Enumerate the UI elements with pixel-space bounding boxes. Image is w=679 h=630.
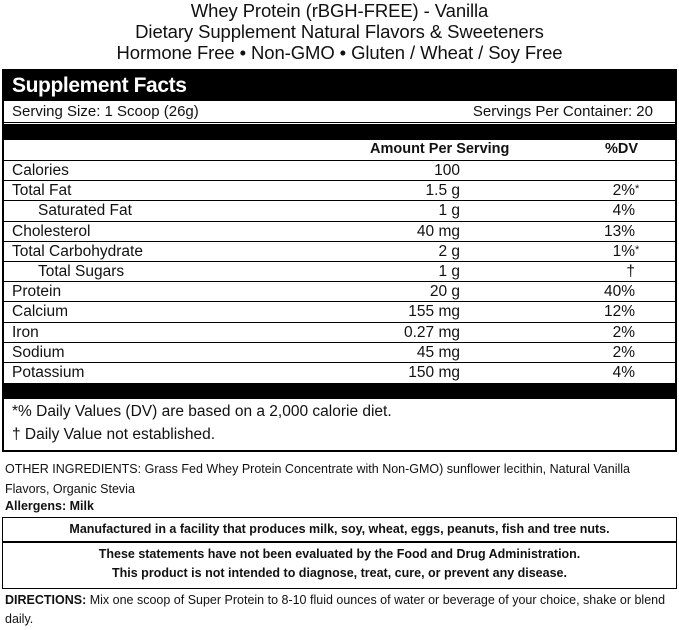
nutrient-amount: 2 g [438,242,460,260]
directions-label: DIRECTIONS: [5,593,87,607]
ingredients-label: OTHER INGREDIENTS: [5,462,142,476]
nutrient-amount: 1 g [438,202,460,220]
dv-footnote-mark: * [635,183,640,196]
nutrient-name: Saturated Fat [38,202,132,220]
fda-disclaimer-line1: These statements have not been evaluated by the Food and Drug Administration. [98,547,581,561]
nutrient-name: Protein [12,283,62,301]
product-name: Whey Protein (rBGH-FREE) - Vanilla [190,0,489,21]
ingredients-text: Grass Fed Whey Protein Concentrate with Non-GMO) sunflower lecithin, Natural Vanilla Flavors, Organic Stevia [5,462,630,496]
serving-info-row [4,101,675,123]
nutrient-dv-value: 13% [603,222,635,240]
other-ingredients [5,460,675,499]
allergens: Allergens: Milk [5,499,94,513]
nutrient-amount: 40 mg [416,222,460,240]
nutrient-amount: 155 mg [408,303,460,321]
serving-size: Serving Size: 1 Scoop (26g) [12,103,199,120]
nutrient-row [4,282,675,302]
nutrient-name: Calcium [12,303,68,321]
nutrient-dv-value: 4% [612,202,635,220]
nutrient-amount: 0.27 mg [403,323,460,341]
nutrient-amount: 150 mg [408,363,460,381]
nutrient-dv-value: 2% [612,343,635,361]
nutrient-dv-value: 4% [612,363,635,381]
product-description: Dietary Supplement Natural Flavors & Sweeteners [135,21,544,42]
supplement-facts-panel [2,69,677,452]
nutrient-row [4,242,675,262]
nutrient-dv [613,343,635,362]
nutrient-name: Cholesterol [12,222,91,240]
nutrient-dv-value: 2% [612,323,635,341]
nutrient-dv [604,302,635,321]
nutrient-amount: 20 g [429,283,460,301]
nutrient-row [4,323,675,343]
nutrient-dv-value: 12% [603,303,635,321]
facts-title-bar [4,71,675,101]
nutrient-dv [613,201,635,220]
nutrient-row [4,363,675,383]
nutrient-amount: 100 [434,162,460,179]
nutrient-name: Calories [12,162,69,179]
nutrient-dv-value: 1% [612,242,635,260]
nutrient-dv-value: 2% [612,182,635,200]
nutrient-dv [612,181,640,200]
nutrient-name: Total Sugars [38,262,125,280]
amount-column-header: Amount Per Serving [370,141,510,157]
nutrient-dv-value: † [626,262,635,280]
nutrient-row [4,222,675,242]
servings-per-container: Servings Per Container: 20 [472,103,653,120]
nutrient-row [4,262,675,282]
nutrient-dv [613,323,635,342]
nutrient-name: Potassium [12,363,85,381]
directions [5,591,675,629]
dagger-footnote: † Daily Value not established. [12,426,216,443]
nutrient-amount: 45 mg [416,343,460,361]
nutrient-name: Iron [12,323,39,341]
nutrient-dv [604,282,635,301]
nutrient-amount: 1 g [438,262,460,280]
nutrient-row [4,343,675,363]
nutrient-name: Total Carbohydrate [12,242,143,260]
nutrient-dv [612,242,640,261]
facts-divider-bottom [4,383,675,399]
nutrient-dv-value: 40% [603,283,635,301]
nutrient-rows [4,161,675,383]
nutrient-dv [626,262,635,281]
dv-footnote: *% Daily Values (DV) are based on a 2,000 calorie diet. [12,403,392,420]
dv-column-header: %DV [605,141,639,157]
nutrient-dv [604,222,635,241]
product-header [0,0,679,63]
nutrient-row [4,161,675,181]
nutrient-row [4,181,675,201]
fda-disclaimer-line2: This product is not intended to diagnose, treat, cure, or prevent any disease. [112,566,567,580]
nutrient-name: Total Fat [12,182,72,200]
product-claims: Hormone Free • Non-GMO • Gluten / Wheat / Soy Free [116,42,563,63]
nutrient-row [4,201,675,221]
facility-statement-box [2,517,677,589]
nutrient-row [4,302,675,322]
facility-statement: Manufactured in a facility that produces milk, soy, wheat, eggs, peanuts, fish and tree nuts. [69,522,610,536]
nutrient-dv [613,363,635,382]
facts-divider-top [4,124,675,140]
directions-text: Mix one scoop of Super Protein to 8-10 fluid ounces of water or beverage of your choice, shake or blend daily. [5,593,666,626]
nutrient-name: Sodium [12,343,65,361]
dv-footnote-mark: * [635,243,640,256]
facts-title: Supplement Facts [12,74,187,97]
nutrient-amount: 1.5 g [425,182,460,200]
facility-rule [3,541,676,543]
